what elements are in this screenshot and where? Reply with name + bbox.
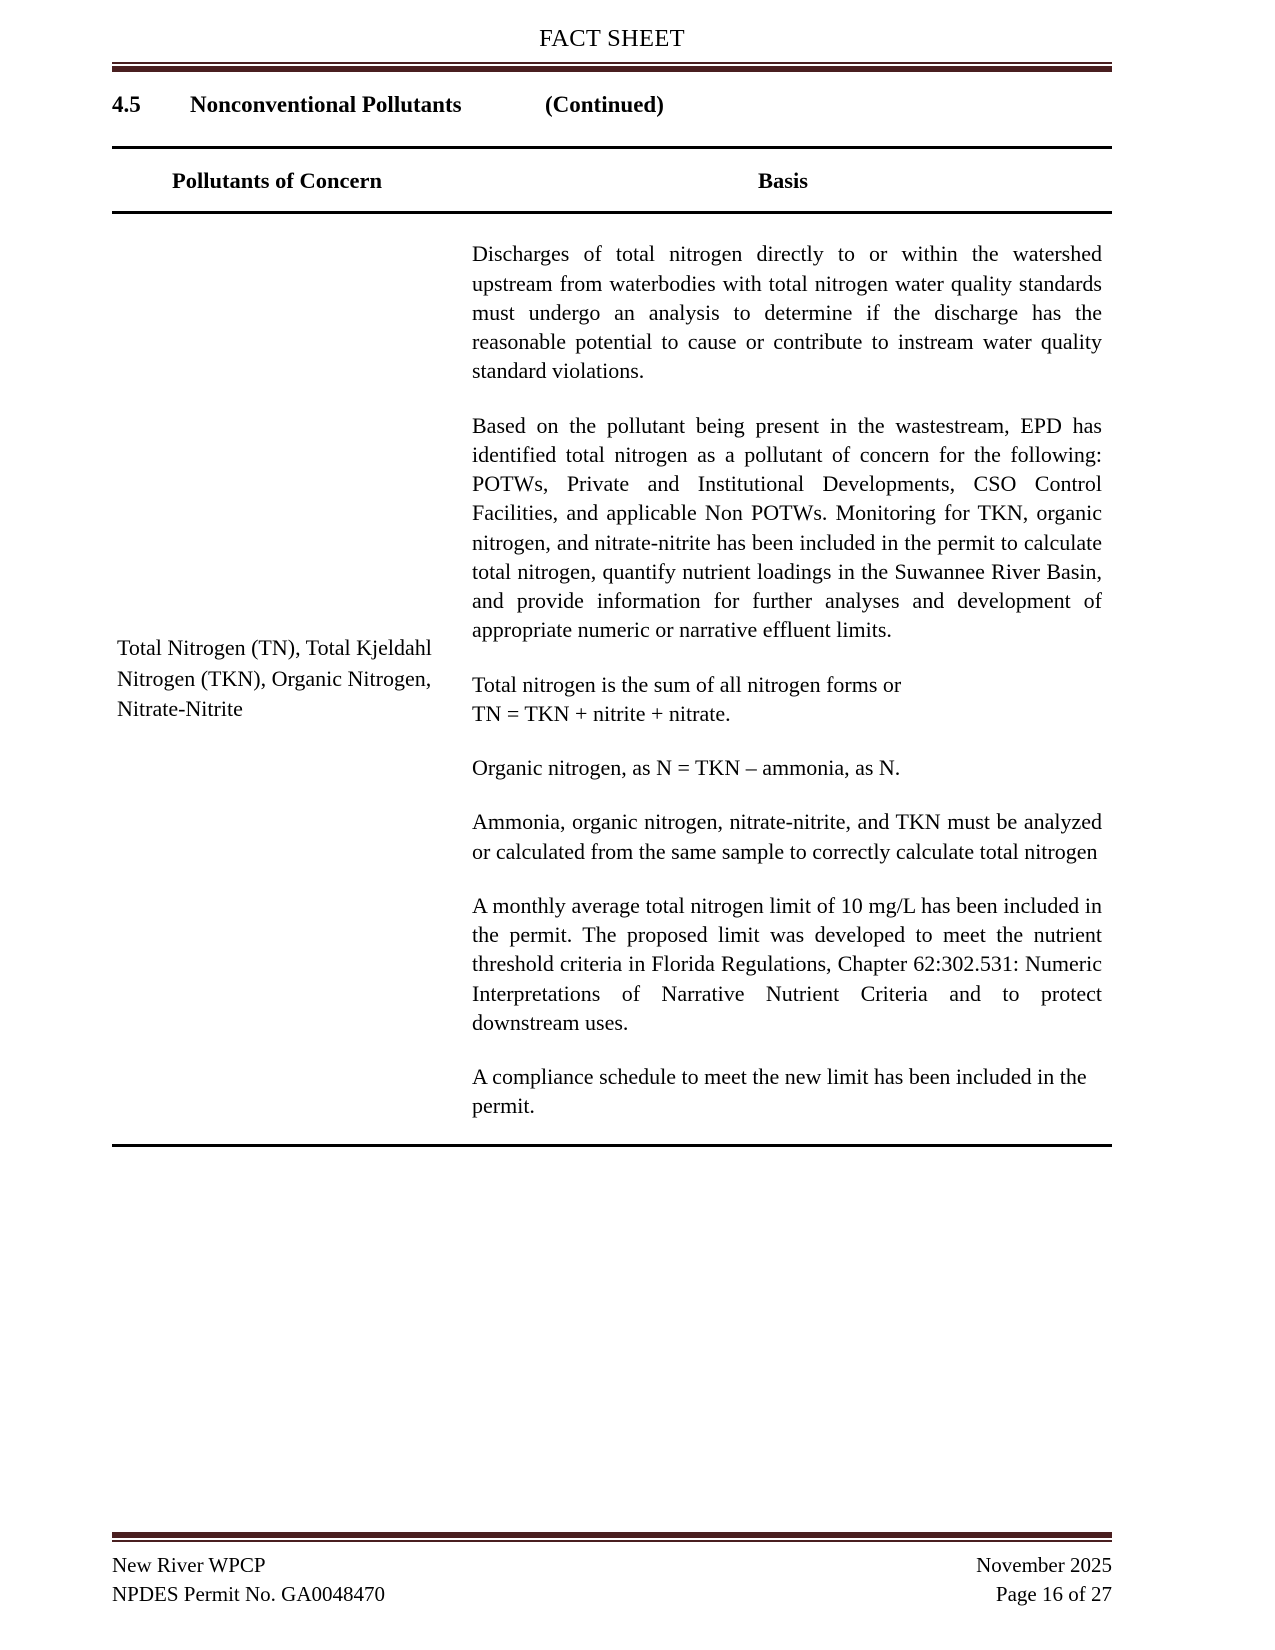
cell-pollutant-name: Total Nitrogen (TN), Total Kjeldahl Nitrogen (TKN), Organic Nitrogen, Nitrate-Nitrite (117, 635, 432, 722)
pollutants-table (112, 146, 1112, 1147)
basis-paragraph: A monthly average total nitrogen limit of 10 mg/L has been included in the permit. The proposed limit was developed to meet the nutrient threshold criteria in Florida Regulations, Chapter 62:302.531: Numeric Interpretations of Narrative Nutrient Criteria and to protect downstream uses. (472, 892, 1102, 1035)
footer-facility-name: New River WPCP (112, 1553, 266, 1578)
basis-paragraph: Discharges of total nitrogen directly to or within the watershed upstream from waterbodies with total nitrogen water quality standards must undergo an analysis to determine if the discharge has the reasonable potential to cause or contribute to instream water quality standard violations. (472, 241, 1102, 384)
basis-paragraph: Ammonia, organic nitrogen, nitrate-nitrite, and TKN must be analyzed or calculated from the same sample to correctly calculate total nitrogen (472, 809, 1102, 864)
footer-rule-thick (112, 1532, 1112, 1538)
footer-right-block (976, 1551, 1112, 1608)
footer-date: November 2025 (976, 1553, 1112, 1578)
section-heading (112, 92, 1112, 118)
header-rule-thin (112, 62, 1112, 64)
section-continued-label: (Continued) (545, 92, 664, 117)
section-title: Nonconventional Pollutants (190, 92, 462, 117)
basis-paragraph: Based on the pollutant being present in the wastestream, EPD has identified total nitrogen as a pollutant of concern for the following: POTWs, Private and Institutional Developments, CSO Control Facilities, and applicable Non POTWs. Monitoring for TKN, organic nitrogen, and nitrate-nitrite has been included in the permit to calculate total nitrogen, quantify nutrient loadings in the Suwannee River Basin, and provide information for further analyses and development of appropriate numeric or narrative effluent limits. (472, 412, 1102, 643)
section-number: 4.5 (112, 92, 141, 117)
basis-paragraph: Total nitrogen is the sum of all nitrogen forms or TN = TKN + nitrite + nitrate. (472, 671, 902, 726)
table-bottom-rule (112, 1144, 1112, 1147)
basis-paragraph: Organic nitrogen, as N = TKN – ammonia, as N. (472, 755, 901, 781)
page-footer (112, 1532, 1112, 1608)
page-header-title: FACT SHEET (539, 25, 685, 52)
basis-paragraph: A compliance schedule to meet the new limit has been included in the permit. (472, 1064, 1087, 1119)
footer-left-block (112, 1551, 385, 1608)
table-row (112, 214, 1112, 1144)
column-header-basis: Basis (757, 168, 809, 193)
page-header (112, 26, 1112, 72)
column-header-pollutants: Pollutants of Concern (172, 168, 382, 193)
footer-permit-number: NPDES Permit No. GA0048470 (112, 1581, 386, 1606)
footer-rule-thin (112, 1540, 1112, 1542)
table-header-row (112, 149, 1112, 211)
cell-basis-text (472, 217, 1112, 1140)
footer-content (112, 1551, 1112, 1608)
footer-page-number: Page 16 of 27 (995, 1581, 1112, 1606)
header-rule-thick (112, 66, 1112, 72)
